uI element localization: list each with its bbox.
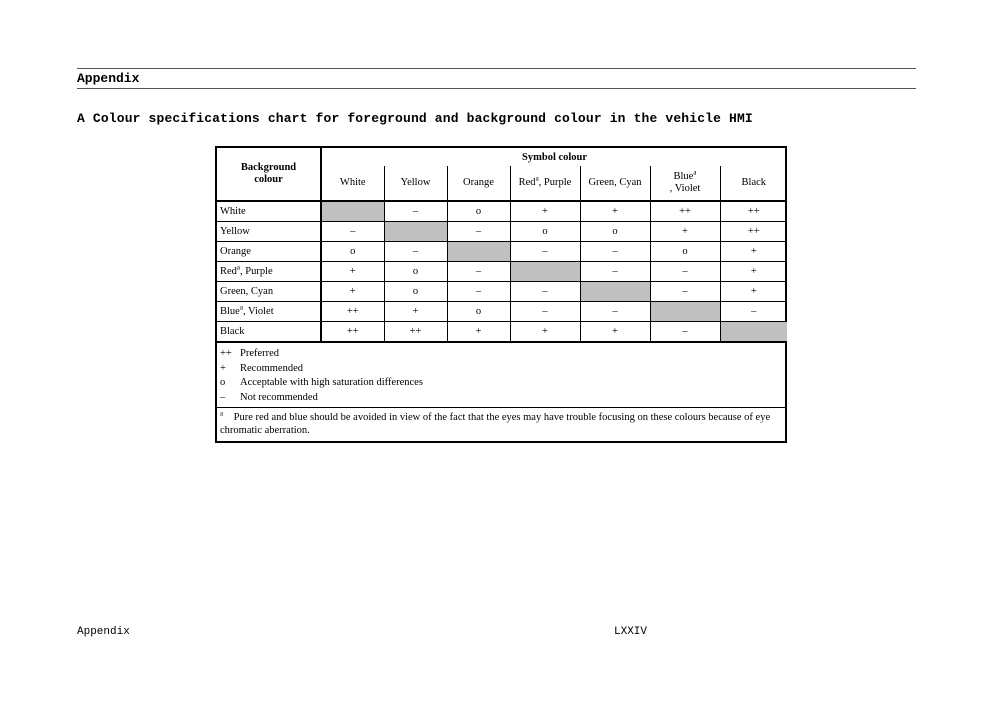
- rating-cell: o: [650, 242, 720, 262]
- row-header: [217, 282, 321, 302]
- label-text: Blue: [220, 306, 240, 317]
- section-title: A Colour specifications chart for foreground and background colour in the vehicle HMI: [77, 111, 753, 126]
- rating-cell: +: [447, 322, 510, 343]
- row-header: [217, 302, 321, 322]
- diagonal-grey-cell: [447, 242, 510, 262]
- footnote-ref: a: [236, 263, 241, 272]
- colour-spec-table: [217, 148, 787, 343]
- colour-spec-chart: [215, 146, 787, 443]
- rating-cell: +: [321, 282, 384, 302]
- legend: [217, 343, 785, 408]
- rating-cell: –: [720, 302, 787, 322]
- header-title: Appendix: [77, 71, 140, 86]
- rating-cell: –: [580, 242, 650, 262]
- table-row: [217, 222, 787, 242]
- table-row: [217, 262, 787, 282]
- table-row: [217, 282, 787, 302]
- rating-cell: ++: [720, 201, 787, 222]
- rating-cell: +: [720, 242, 787, 262]
- row-header: [217, 222, 321, 242]
- legend-symbol: ++: [220, 348, 232, 359]
- label-suffix: , Violet: [242, 306, 274, 317]
- legend-text: Preferred: [240, 348, 280, 359]
- rating-cell: ++: [650, 201, 720, 222]
- rating-cell: –: [650, 282, 720, 302]
- legend-text: Not recommended: [240, 391, 318, 403]
- rating-cell: +: [720, 282, 787, 302]
- diagonal-grey-cell: [384, 222, 447, 242]
- column-header: [321, 166, 384, 201]
- rating-cell: ++: [384, 322, 447, 343]
- rating-cell: o: [580, 222, 650, 242]
- footer-left: Appendix: [77, 626, 130, 638]
- label-suffix: , Purple: [240, 266, 273, 277]
- rating-cell: +: [650, 222, 720, 242]
- rating-cell: +: [321, 262, 384, 282]
- rating-cell: ++: [321, 322, 384, 343]
- label-suffix: , Violet: [669, 183, 701, 194]
- rating-cell: +: [510, 322, 580, 343]
- rating-cell: o: [384, 262, 447, 282]
- table-row: [217, 302, 787, 322]
- rating-cell: +: [580, 322, 650, 343]
- label-text: Red: [220, 266, 237, 277]
- rating-cell: –: [650, 322, 720, 343]
- legend-text: Acceptable with high saturation differences: [240, 377, 423, 388]
- label-text: Green, Cyan: [220, 286, 274, 297]
- label-text: Yellow: [400, 177, 431, 188]
- rating-cell: –: [384, 242, 447, 262]
- legend-item: [220, 362, 782, 377]
- diagonal-grey-cell: [510, 262, 580, 282]
- rating-cell: ++: [321, 302, 384, 322]
- header-bottom-rule: [77, 88, 916, 89]
- symbol-colour-header: Symbol colour: [321, 148, 787, 166]
- column-header: [447, 166, 510, 201]
- rating-cell: –: [447, 262, 510, 282]
- rating-cell: –: [580, 262, 650, 282]
- background-colour-header: Background colour: [217, 148, 321, 201]
- diagonal-grey-cell: [580, 282, 650, 302]
- column-header: [720, 166, 787, 201]
- footnote-marker: a: [220, 409, 224, 418]
- diagonal-grey-cell: [720, 322, 787, 343]
- label-text: Yellow: [220, 226, 250, 237]
- footnote: [217, 408, 785, 439]
- rating-cell: o: [447, 201, 510, 222]
- rating-cell: –: [580, 302, 650, 322]
- column-header: [510, 166, 580, 201]
- rating-cell: –: [321, 222, 384, 242]
- label-text: Green, Cyan: [588, 177, 642, 188]
- rating-cell: o: [321, 242, 384, 262]
- label-text: Orange: [463, 177, 494, 188]
- legend-symbol: –: [220, 391, 226, 403]
- legend-text: Recommended: [240, 362, 303, 374]
- rating-cell: –: [447, 282, 510, 302]
- diagonal-grey-cell: [321, 201, 384, 222]
- legend-symbol: +: [220, 362, 226, 374]
- footer-page-number: LXXIV: [614, 626, 648, 638]
- rating-cell: o: [447, 302, 510, 322]
- label-text: White: [220, 206, 246, 217]
- legend-item: [220, 376, 782, 391]
- label-suffix: , Purple: [538, 177, 572, 188]
- rating-cell: ++: [720, 222, 787, 242]
- diagonal-grey-cell: [650, 302, 720, 322]
- row-header: [217, 262, 321, 282]
- rating-cell: +: [510, 201, 580, 222]
- legend-symbol: o: [220, 377, 226, 388]
- footnote-ref: a: [239, 303, 243, 312]
- rating-cell: –: [650, 262, 720, 282]
- table-row: [217, 322, 787, 343]
- rating-cell: o: [510, 222, 580, 242]
- label-text: White: [339, 177, 366, 188]
- rating-cell: –: [384, 201, 447, 222]
- row-header: [217, 201, 321, 222]
- rating-cell: +: [720, 262, 787, 282]
- footnote-ref: a: [693, 168, 697, 177]
- column-header: [580, 166, 650, 201]
- legend-item: [220, 347, 782, 362]
- rating-cell: +: [384, 302, 447, 322]
- label-text: Red: [518, 177, 536, 188]
- column-header: [650, 166, 720, 201]
- label-text: Black: [741, 177, 767, 188]
- rating-cell: –: [510, 242, 580, 262]
- row-header: [217, 322, 321, 343]
- rating-cell: +: [580, 201, 650, 222]
- label-text: Black: [220, 326, 245, 337]
- footnote-ref: a: [535, 174, 539, 183]
- table-row: [217, 201, 787, 222]
- rating-cell: –: [447, 222, 510, 242]
- rating-cell: –: [510, 302, 580, 322]
- row-header: [217, 242, 321, 262]
- label-text: Blue: [673, 171, 694, 182]
- legend-item: [220, 391, 782, 406]
- column-header: [384, 166, 447, 201]
- rating-cell: o: [384, 282, 447, 302]
- label-text: Orange: [220, 246, 251, 257]
- rating-cell: –: [510, 282, 580, 302]
- header-top-rule: [77, 68, 916, 69]
- table-row: [217, 242, 787, 262]
- footnote-text: Pure red and blue should be avoided in view of the fact that the eyes may have trouble focusing on these colours because of eye chromatic aberration.: [220, 412, 771, 436]
